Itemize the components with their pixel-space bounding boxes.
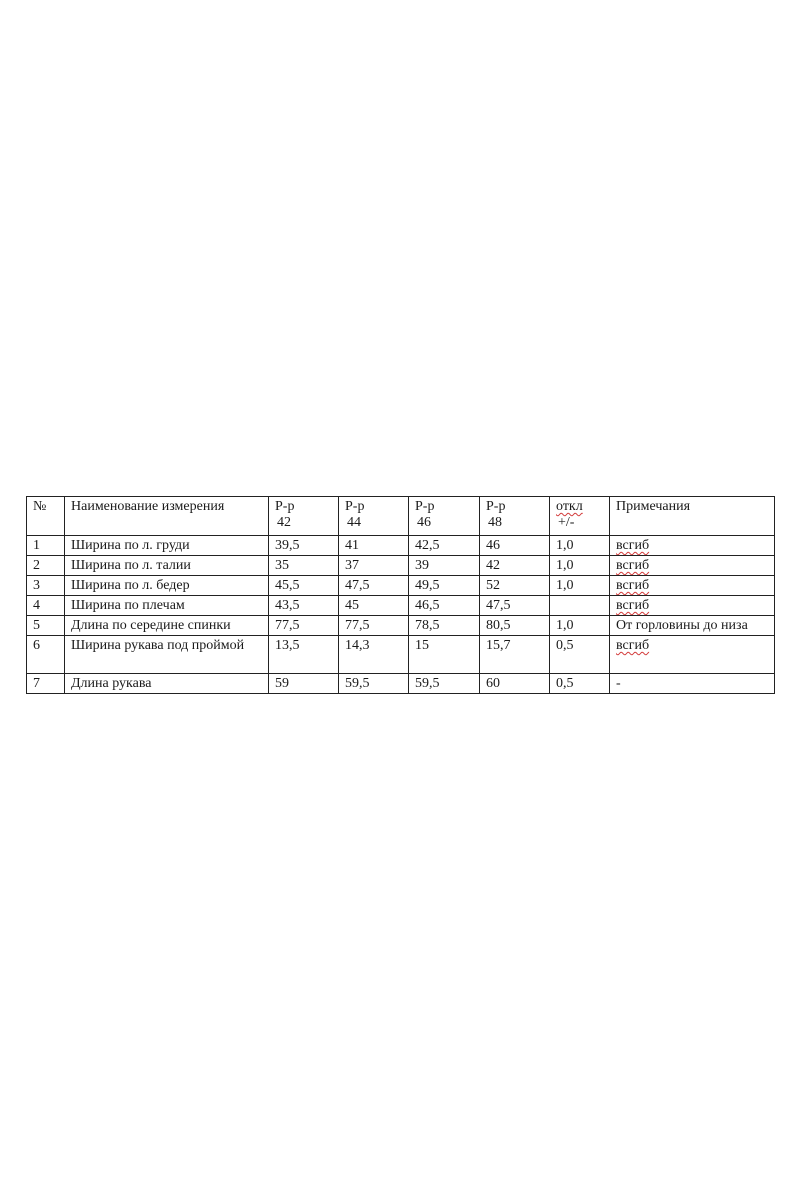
row-tolerance: 1,0 <box>550 576 610 596</box>
row-size-46: 78,5 <box>409 616 480 636</box>
row-size-48: 80,5 <box>480 616 550 636</box>
row-notes: От горловины до низа <box>610 616 775 636</box>
header-number: № <box>27 497 65 536</box>
row-number: 1 <box>27 536 65 556</box>
row-tolerance: 1,0 <box>550 556 610 576</box>
row-size-42: 35 <box>269 556 339 576</box>
row-number: 2 <box>27 556 65 576</box>
row-size-48: 52 <box>480 576 550 596</box>
row-size-42: 13,5 <box>269 636 339 674</box>
row-notes: всгиб <box>610 576 775 596</box>
row-measurement-name: Ширина по л. бедер <box>65 576 269 596</box>
header-size-42: Р-р 42 <box>269 497 339 536</box>
row-size-44: 41 <box>339 536 409 556</box>
row-measurement-name: Ширина по л. груди <box>65 536 269 556</box>
row-measurement-name: Ширина рукава под проймой <box>65 636 269 674</box>
row-tolerance: 1,0 <box>550 536 610 556</box>
row-notes: всгиб <box>610 556 775 576</box>
row-size-46: 42,5 <box>409 536 480 556</box>
size-measurement-table <box>26 496 775 694</box>
row-measurement-name: Ширина по л. талии <box>65 556 269 576</box>
row-size-42: 43,5 <box>269 596 339 616</box>
row-notes: - <box>610 674 775 694</box>
row-size-46: 39 <box>409 556 480 576</box>
row-size-44: 45 <box>339 596 409 616</box>
row-number: 6 <box>27 636 65 674</box>
row-size-42: 59 <box>269 674 339 694</box>
table-row <box>27 576 775 596</box>
row-number: 3 <box>27 576 65 596</box>
header-tolerance: откл +/- <box>550 497 610 536</box>
table-row <box>27 536 775 556</box>
table-row <box>27 616 775 636</box>
row-size-46: 15 <box>409 636 480 674</box>
table-row <box>27 596 775 616</box>
row-size-42: 77,5 <box>269 616 339 636</box>
row-size-42: 39,5 <box>269 536 339 556</box>
row-size-48: 42 <box>480 556 550 576</box>
row-size-48: 60 <box>480 674 550 694</box>
row-number: 5 <box>27 616 65 636</box>
row-number: 4 <box>27 596 65 616</box>
row-size-46: 46,5 <box>409 596 480 616</box>
row-notes: всгиб <box>610 636 775 674</box>
row-tolerance: 0,5 <box>550 636 610 674</box>
header-measurement-name: Наименование измерения <box>65 497 269 536</box>
row-notes: всгиб <box>610 536 775 556</box>
row-number: 7 <box>27 674 65 694</box>
row-size-44: 37 <box>339 556 409 576</box>
row-size-44: 77,5 <box>339 616 409 636</box>
row-notes: всгиб <box>610 596 775 616</box>
row-measurement-name: Длина рукава <box>65 674 269 694</box>
row-size-48: 15,7 <box>480 636 550 674</box>
row-size-48: 47,5 <box>480 596 550 616</box>
header-size-48: Р-р 48 <box>480 497 550 536</box>
row-measurement-name: Длина по середине спинки <box>65 616 269 636</box>
row-measurement-name: Ширина по плечам <box>65 596 269 616</box>
header-size-44: Р-р 44 <box>339 497 409 536</box>
row-size-46: 49,5 <box>409 576 480 596</box>
row-size-44: 47,5 <box>339 576 409 596</box>
row-size-44: 59,5 <box>339 674 409 694</box>
table-row <box>27 674 775 694</box>
row-size-42: 45,5 <box>269 576 339 596</box>
row-tolerance: 0,5 <box>550 674 610 694</box>
header-notes: Примечания <box>610 497 775 536</box>
table-row <box>27 636 775 674</box>
row-size-48: 46 <box>480 536 550 556</box>
row-tolerance: 1,0 <box>550 616 610 636</box>
row-size-46: 59,5 <box>409 674 480 694</box>
row-size-44: 14,3 <box>339 636 409 674</box>
row-tolerance <box>550 596 610 616</box>
table-header-row <box>27 497 775 536</box>
table-row <box>27 556 775 576</box>
header-size-46: Р-р 46 <box>409 497 480 536</box>
